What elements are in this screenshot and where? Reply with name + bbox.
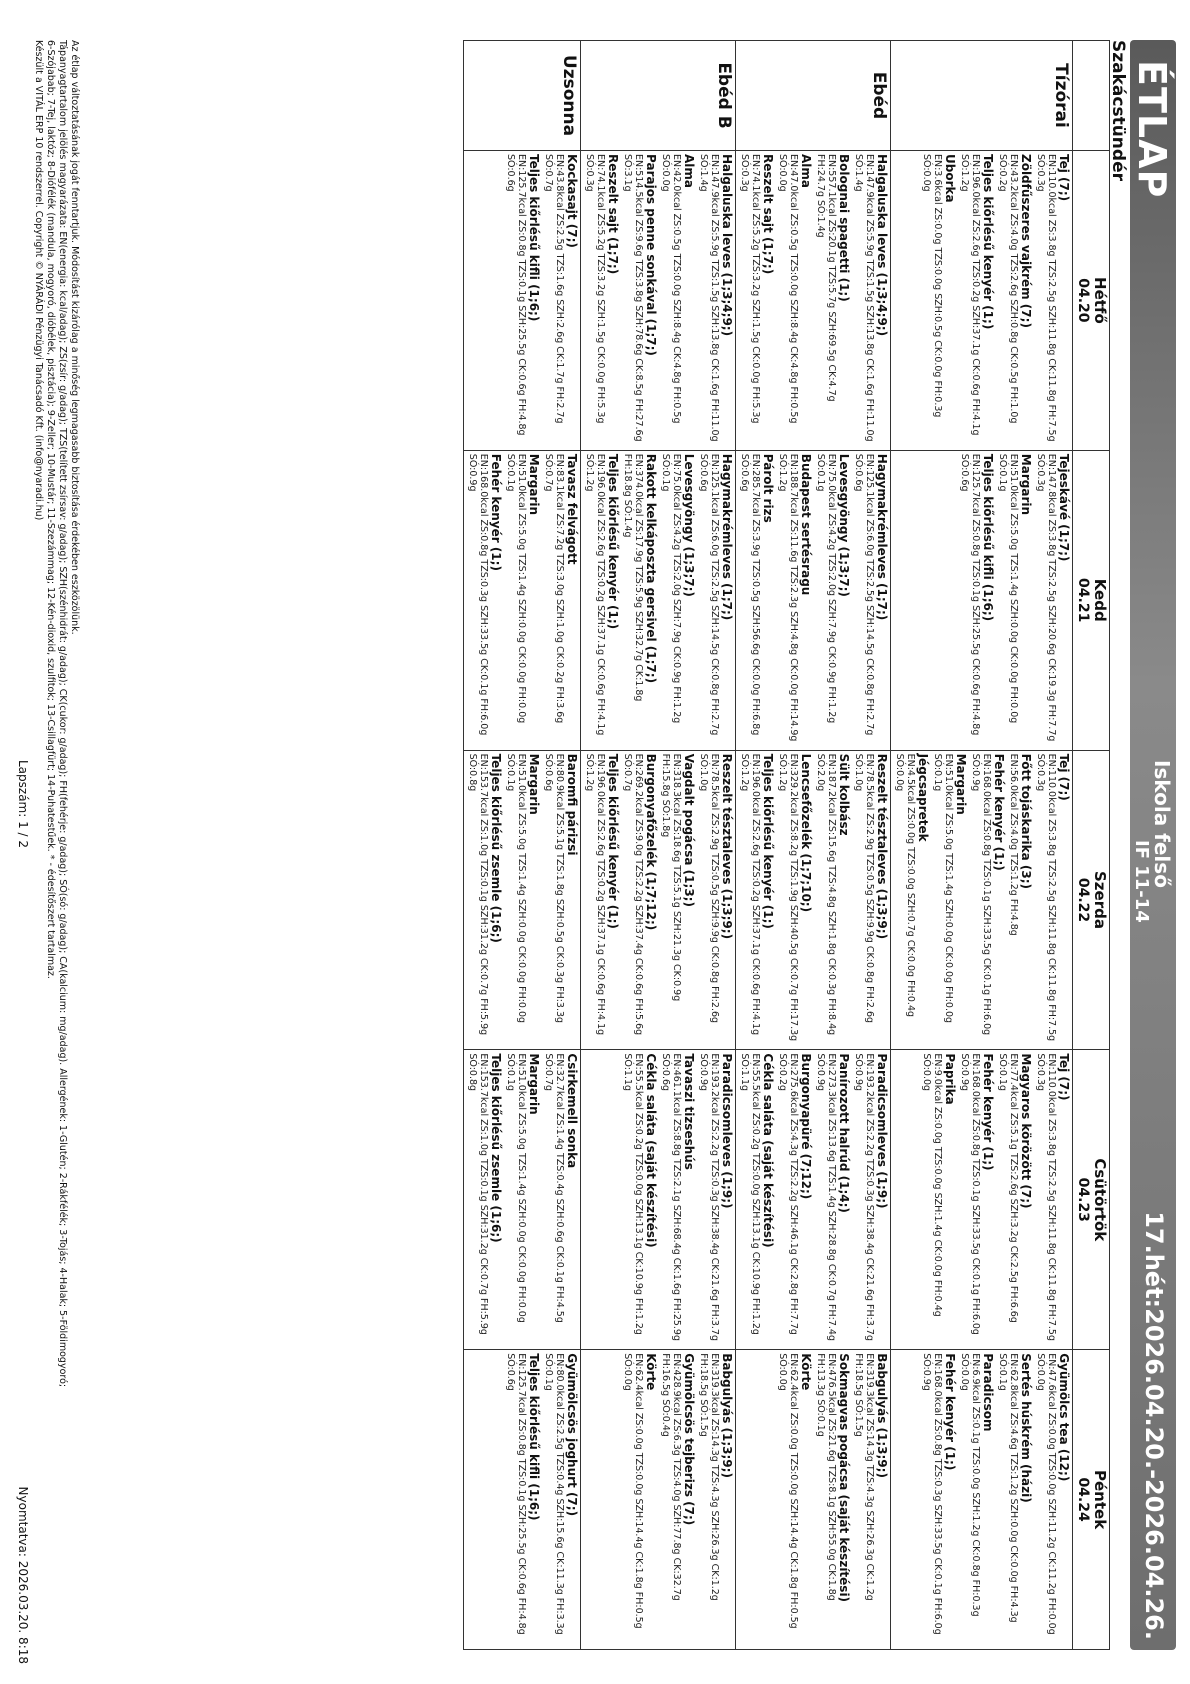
nutrition-info: EN:55.5kcal ZS:0.2g TZS:0.0g SZH:13.1g CK:10.9g FH:1.2g SÓ:1.1g [739, 1053, 761, 1335]
dish-name: Paradicsomleves (1;9;) [875, 1053, 889, 1209]
menu-table [463, 40, 1110, 1650]
day-date: 04.22 [1075, 877, 1091, 923]
dish [997, 154, 1033, 447]
menu-body [464, 41, 1073, 1650]
menu-cell [736, 450, 891, 750]
footer-line: Az étlap változtatásának jogát fenntartjuk. Módosítást kizárólag a minőség legmagasabb biztosítása érdekében eszközölünk. [69, 40, 80, 635]
dish-name: Teljes kiőrlésű zsemle (1;6;) [489, 1053, 503, 1243]
dish-name: Paprika [943, 1053, 957, 1105]
dish-name: Teljes kiőrlésű kenyér (1;) [606, 753, 620, 929]
dish-name: Tavaszi tizseshús [682, 1053, 696, 1170]
day-date: 04.21 [1075, 578, 1091, 623]
dish-name: Csirkemell sonka [565, 1053, 579, 1169]
dish [921, 1053, 957, 1346]
dish [660, 154, 696, 447]
dish [815, 154, 851, 447]
meal-row [464, 41, 581, 1650]
dish [1035, 754, 1071, 1047]
nutrition-info: EN:47.6kcal ZS:0.0g TZS:0.0g SZH:11.2g CK:11.2g FH:0.0g SÓ:0.0g [1035, 1353, 1057, 1635]
dish-name: Teljes kiőrlésű kifli (1;6;) [527, 1353, 541, 1521]
dish-name: Tej (7;) [1057, 1053, 1071, 1101]
nutrition-info: EN:285.7kcal ZS:3.9g TZS:0.5g SZH:56.6g CK:0.0g FH:6.8g SÓ:0.6g [739, 453, 761, 736]
dish [584, 754, 620, 1047]
dish [997, 1053, 1033, 1346]
footer-line: Tápanyagtartalom jelölés magyarázata: EN(energia: kcal/adag); ZS(zsír: g/adag); TZS(telített zsírsav: g/adag); SZH(szénhidrát: g/adag); CK(cukor: g/adag); FH(fehérje: g/adag); SÓ(só: g/adag); CA(kalcium: mg/adag). Allergének: 1-Glutén; 2-Rákfélék; 3-Tojás; 4-Halak; 5-Földimogyoró; [57, 40, 68, 1388]
dish-name: Margarin [527, 753, 541, 815]
dish [660, 754, 696, 1047]
nutrition-info: EN:269.2kcal ZS:9.0g TZS:2.2g SZH:37.4g CK:0.6g FH:5.6g SÓ:0.7g [622, 753, 644, 1036]
menu-cell [581, 750, 736, 1050]
nutrition-info: EN:75.0kcal ZS:4.2g TZS:2.0g SZH:7.9g CK:0.9g FH:1.2g SÓ:0.1g [815, 453, 837, 724]
dish [853, 1353, 889, 1646]
grade-label: IF 11-14 [1131, 840, 1152, 923]
dish-name: Reszelt tésztaleves (1;3;9;) [875, 753, 889, 940]
dish-name: Teljes kiőrlésű kenyér (1;) [981, 154, 995, 330]
nutrition-info: EN:110.0kcal ZS:3.8g TZS:2.5g SZH:11.8g CK:11.8g FH:7.5g SÓ:0.3g [1035, 1053, 1057, 1341]
school-name: Iskola felső [1150, 760, 1174, 888]
nutrition-info: EN:55.5kcal ZS:0.2g TZS:0.0g SZH:13.1g CK:10.9g FH:1.2g SÓ:1.1g [622, 1053, 644, 1335]
dish-name: Kockasajt (7;) [565, 154, 579, 248]
dish-name: Körte [644, 1353, 658, 1391]
nutrition-info: EN:78.5kcal ZS:2.9g TZS:0.5g SZH:9.9g CK:0.8g FH:2.6g SÓ:1.0g [698, 753, 720, 1024]
menu-cell [581, 450, 736, 750]
dish-name: Körte [799, 1353, 813, 1391]
dish [815, 1053, 851, 1346]
nutrition-info: EN:329.2kcal ZS:8.2g TZS:1.9g SZH:40.5g CK:0.7g FH:17.3g SÓ:1.2g [777, 753, 799, 1042]
dish-name: Reszelt sajt (1;7;) [761, 154, 775, 275]
nutrition-info: EN:110.0kcal ZS:3.8g TZS:2.5g SZH:11.8g CK:11.8g FH:7.5g SÓ:0.3g [1035, 753, 1057, 1042]
nutrition-info: EN:153.7kcal ZS:1.0g TZS:0.1g SZH:31.2g CK:0.7g FH:5.9g SÓ:0.8g [467, 1053, 489, 1335]
nutrition-info: EN:461.1kcal ZS:8.8g TZS:2.1g SZH:68.4g CK:1.6g FH:25.9g SÓ:0.6g [660, 1053, 682, 1341]
nutrition-info: EN:62.4kcal ZS:0.0g TZS:0.0g SZH:14.4g CK:1.8g FH:0.5g SÓ:0.0g [622, 1353, 644, 1629]
nutrition-info: EN:187.2kcal ZS:15.6g TZS:4.8g SZH:1.8g CK:0.3g FH:8.4g SÓ:2.0g [815, 753, 837, 1036]
day-header [1073, 151, 1110, 451]
dish [584, 454, 620, 747]
dish-name: Halgaluska leves (1;3;4;9;) [720, 154, 734, 337]
page-number: Lapszám: 1 / 2 [16, 760, 30, 849]
menu-cell [581, 1050, 736, 1350]
nutrition-info: EN:42.0kcal ZS:0.5g TZS:0.0g SZH:8.4g CK:4.8g FH:0.5g SÓ:0.0g [660, 154, 682, 424]
day-date: 04.23 [1075, 1177, 1091, 1222]
dish [622, 154, 658, 447]
nutrition-info: EN:273.3kcal ZS:13.6g TZS:1.4g SZH:28.8g CK:0.7g FH:7.4g SÓ:0.9g [815, 1053, 837, 1341]
day-name: Kedd [1091, 578, 1109, 622]
dish [777, 454, 813, 747]
dish-name: Jégcsapretek [916, 753, 930, 842]
dish [959, 1053, 995, 1346]
dish-name: Sokmagvas pogácsa (saját készítési) [837, 1353, 851, 1603]
dish-name: Margarin [527, 453, 541, 516]
dish [959, 154, 995, 447]
dish-name: Teljes kiőrlésű kifli (1;6;) [527, 154, 541, 322]
nutrition-info: EN:51.0kcal ZS:5.0g TZS:1.4g SZH:0.0g CK:0.0g FH:0.0g SÓ:0.1g [505, 753, 527, 1024]
dish [698, 1353, 734, 1646]
dish [777, 1053, 813, 1346]
dish [777, 1353, 813, 1646]
meal-label: Ebéd [736, 41, 891, 151]
menu-cell [891, 750, 1073, 1050]
nutrition-info: EN:47.0kcal ZS:0.5g TZS:0.0g SZH:8.4g CK:4.8g FH:0.5g SÓ:0.0g [777, 154, 799, 424]
dish-name: Margarin [527, 1053, 541, 1115]
nutrition-info: EN:110.0kcal ZS:3.8g TZS:2.5g SZH:11.8g CK:11.8g FH:7.5g SÓ:0.3g [1035, 154, 1057, 442]
dish-name: Tejeskávé (1;7;) [1057, 453, 1071, 562]
nutrition-info: EN:168.0kcal ZS:0.8g TZS:0.3g SZH:33.5g CK:0.1g FH:6.0g SÓ:0.9g [921, 1353, 943, 1635]
week-range: 17.hét:2026.04.20.-2026.04.26. [1140, 1211, 1168, 1640]
menu-cell [464, 450, 581, 750]
day-name: Hétfő [1091, 277, 1109, 324]
dish [997, 454, 1033, 747]
nutrition-info: EN:168.0kcal ZS:0.8g TZS:0.1g SZH:33.5g CK:0.1g FH:6.0g SÓ:0.9g [959, 1053, 981, 1335]
nutrition-info: EN:43.2kcal ZS:4.0g TZS:2.6g SZH:0.8g CK:0.5g FH:1.0g SÓ:0.2g [997, 154, 1019, 424]
nutrition-info: EN:51.0kcal ZS:5.0g TZS:1.4g SZH:0.0g CK:0.0g FH:0.0g SÓ:0.1g [505, 1053, 527, 1323]
dish [622, 754, 658, 1047]
dish-name: Tej (7;) [1057, 154, 1071, 202]
dish-name: Levesgyöngy (1;3;7;) [837, 453, 851, 597]
menu-cell [464, 1350, 581, 1650]
nutrition-info: EN:514.5kcal ZS:9.6g TZS:3.8g SZH:78.6g CK:8.5g FH:27.6g SÓ:3.1g [622, 154, 644, 442]
nutrition-info: EN:196.0kcal ZS:2.6g TZS:0.2g SZH:37.1g CK:0.6g FH:4.1g SÓ:1.2g [739, 753, 761, 1036]
day-header [1073, 750, 1110, 1050]
dish [698, 454, 734, 747]
dish-name: Cékla saláta (saját készítési) [761, 1053, 775, 1248]
day-header [1073, 1050, 1110, 1350]
dish [505, 1353, 541, 1646]
dish [815, 754, 851, 1047]
nutrition-info: EN:428.9kcal ZS:6.3g TZS:4.0g SZH:77.8g CK:32.7g FH:16.5g SÓ:0.4g [660, 1353, 682, 1601]
nutrition-info: EN:6.9kcal ZS:0.1g TZS:0.0g SZH:1.2g CK:0.8g FH:0.3g SÓ:0.0g [959, 1353, 981, 1617]
dish-name: Vagdalt pogácsa (1;3;) [682, 753, 696, 907]
dish [997, 1353, 1033, 1646]
day-header [1073, 1350, 1110, 1650]
corner-cell [1073, 41, 1110, 151]
dish [543, 454, 579, 747]
dish-name: Baromfi párizsi [565, 753, 579, 856]
nutrition-info: EN:51.0kcal ZS:5.0g TZS:1.4g SZH:0.0g CK:0.0g FH:0.0g SÓ:0.1g [997, 453, 1019, 724]
dish-name: Főtt tojáskarika (3;) [1019, 753, 1033, 890]
day-date: 04.20 [1075, 278, 1091, 323]
dish-name: Teljes kiőrlésű kenyér (1;) [761, 753, 775, 929]
nutrition-info: EN:83.1kcal ZS:7.2g TZS:3.0g SZH:1.0g CK:0.2g FH:3.6g SÓ:0.7g [543, 453, 565, 724]
dish [543, 154, 579, 447]
dish-name: Reszelt sajt (1;7;) [606, 154, 620, 275]
dish-name: Párolt rizs [761, 453, 775, 523]
meal-label: Tízórai [891, 41, 1073, 151]
nutrition-info: EN:147.8kcal ZS:3.8g TZS:2.5g SZH:20.6g CK:19.3g FH:7.7g SÓ:0.3g [1035, 453, 1057, 742]
dish-name: Zöldfűszeres vajkrém (7;) [1019, 154, 1033, 328]
dish [853, 154, 889, 447]
day-header [1073, 450, 1110, 750]
dish-name: Teljes kiőrlésű kenyér (1;) [606, 453, 620, 630]
nutrition-info: EN:125.7kcal ZS:0.8g TZS:0.1g SZH:25.5g CK:0.6g FH:4.8g SÓ:0.6g [505, 1353, 527, 1635]
nutrition-info: EN:153.7kcal ZS:1.0g TZS:0.1g SZH:31.2g CK:0.7g FH:5.9g SÓ:0.8g [467, 753, 489, 1036]
dish-name: Hagymakrémleves (1;7;) [720, 453, 734, 621]
nutrition-info: EN:168.0kcal ZS:0.8g TZS:0.1g SZH:33.5g CK:0.1g FH:6.0g SÓ:0.9g [970, 753, 992, 1036]
nutrition-info: EN:125.1kcal ZS:6.0g TZS:2.5g SZH:14.5g CK:0.8g FH:2.7g SÓ:0.6g [698, 453, 720, 736]
dish-name: Fehér kenyér (1;) [489, 453, 503, 571]
dish-name: Gyümölcsös tejberizs (7;) [682, 1353, 696, 1526]
dish [739, 454, 775, 747]
dish [660, 1053, 696, 1346]
dish-name: Teljes kiőrlésű zsemle (1;6;) [489, 753, 503, 943]
menu-cell [464, 1050, 581, 1350]
dish [467, 454, 503, 747]
kitchen-name: Szakácstündér [1108, 40, 1128, 181]
dish-name: Gyümölcs tea (12;) [1057, 1353, 1071, 1482]
dish [622, 1053, 658, 1346]
dish-name: Gyümölcsös joghurt (7;) [565, 1353, 579, 1517]
dish-name: Sült kolbász [837, 753, 851, 836]
nutrition-info: EN:196.0kcal ZS:2.6g TZS:0.2g SZH:37.1g CK:0.6g FH:4.1g SÓ:1.2g [959, 154, 981, 436]
dish [921, 154, 957, 447]
nutrition-info: EN:9.0kcal ZS:0.0g TZS:0.0g SZH:1.4g CK:0.0g FH:0.4g SÓ:0.0g [921, 1053, 943, 1317]
nutrition-info: EN:188.7kcal ZS:11.6g TZS:2.3g SZH:4.8g CK:0.0g FH:14.9g SÓ:1.2g [777, 453, 799, 742]
dish [739, 154, 775, 447]
dish [622, 454, 658, 747]
nutrition-info: EN:168.0kcal ZS:0.8g TZS:0.3g SZH:33.5g CK:0.1g FH:6.0g SÓ:0.9g [467, 453, 489, 736]
dish [543, 754, 579, 1047]
dish [921, 1353, 957, 1646]
dish [739, 754, 775, 1047]
meal-label: Uzsonna [464, 41, 581, 151]
menu-header [1130, 40, 1176, 1650]
menu-cell [891, 450, 1073, 750]
nutrition-info: EN:32.7kcal ZS:1.4g TZS:0.4g SZH:0.6g CK:0.1g FH:4.5g SÓ:0.7g [543, 1053, 565, 1323]
dish-name: Babgulyás (1;3;9;) [875, 1353, 889, 1478]
dish [932, 754, 968, 1047]
menu-cell [891, 1050, 1073, 1350]
dish-name: Sertés húskrém (házi) [1019, 1353, 1033, 1503]
menu-cell [736, 750, 891, 1050]
nutrition-info: EN:147.9kcal ZS:5.9g TZS:1.5g SZH:13.8g CK:1.6g FH:11.0g SÓ:1.4g [698, 154, 720, 442]
dish-name: Magyaros körözött (7;) [1019, 1053, 1033, 1209]
nutrition-info: EN:125.7kcal ZS:0.8g TZS:0.1g SZH:25.5g CK:0.6g FH:4.8g SÓ:0.6g [959, 453, 981, 736]
menu-cell [891, 151, 1073, 451]
dish [853, 1053, 889, 1346]
meal-row [891, 41, 1073, 1650]
dish-name: Babgulyás (1;3;9;) [720, 1353, 734, 1478]
dish [543, 1053, 579, 1346]
dish-name: Budapest sertésragu [799, 453, 813, 596]
day-date: 04.24 [1075, 1477, 1091, 1522]
dish [739, 1053, 775, 1346]
dish [777, 154, 813, 447]
dish-name: Tavasz felvágott [565, 453, 579, 565]
dish [505, 754, 541, 1047]
dish [467, 754, 503, 1047]
nutrition-info: EN:193.2kcal ZS:2.2g TZS:0.3g SZH:38.4g CK:21.6g FH:3.7g SÓ:0.9g [853, 1053, 875, 1341]
dish [1008, 754, 1033, 1047]
nutrition-info: EN:62.8kcal ZS:4.6g TZS:1.2g SZH:0.0g CK:0.0g FH:4.3g SÓ:0.1g [997, 1353, 1019, 1623]
dish [894, 754, 930, 1047]
dish [815, 1353, 851, 1646]
dish [1035, 154, 1071, 447]
nutrition-info: EN:125.1kcal ZS:6.0g TZS:2.5g SZH:14.5g CK:0.8g FH:2.7g SÓ:0.6g [853, 453, 875, 736]
meal-row [736, 41, 891, 1650]
menu-cell [736, 151, 891, 451]
menu-cell [464, 750, 581, 1050]
dish [467, 1053, 503, 1346]
nutrition-info: EN:51.0kcal ZS:5.0g TZS:1.4g SZH:0.0g CK:0.0g FH:0.0g SÓ:0.1g [505, 453, 527, 724]
meal-row [581, 41, 736, 1650]
dish-name: Halgaluska leves (1;3;4;9;) [875, 154, 889, 337]
nutrition-info: EN:196.0kcal ZS:2.6g TZS:0.2g SZH:37.1g CK:0.6g FH:4.1g SÓ:1.2g [584, 753, 606, 1036]
nutrition-info: EN:275.6kcal ZS:4.3g TZS:2.2g SZH:46.1g CK:2.8g FH:7.7g SÓ:0.2g [777, 1053, 799, 1335]
nutrition-info: EN:51.0kcal ZS:5.0g TZS:1.4g SZH:0.0g CK:0.0g FH:0.0g SÓ:0.1g [932, 753, 954, 1024]
page-title: ÉTLAP [1130, 60, 1174, 199]
dish-name: Rakott kelkáposzta gersivel (1;7;) [644, 453, 658, 684]
dish-name: Paradicsom [981, 1353, 995, 1432]
dish-name: Uborka [943, 154, 957, 203]
nutrition-info: EN:374.0kcal ZS:17.9g TZS:5.9g SZH:32.7g CK:1.8g FH:18.8g SÓ:1.4g [622, 453, 644, 702]
dish [505, 1053, 541, 1346]
menu-cell [581, 1350, 736, 1650]
meal-label: Ebéd B [581, 41, 736, 151]
dish-name: Fehér kenyér (1;) [943, 1353, 957, 1471]
nutrition-info: EN:476.5kcal ZS:21.6g TZS:8.1g SZH:55.0g CK:1.8g FH:13.3g SÓ:0.1g [815, 1353, 837, 1601]
dish [660, 454, 696, 747]
nutrition-info: EN:147.9kcal ZS:5.9g TZS:1.5g SZH:13.8g CK:1.6g FH:11.0g SÓ:1.4g [853, 154, 875, 442]
day-name: Szerda [1091, 871, 1109, 929]
dish-name: Hagymakrémleves (1;7;) [875, 453, 889, 621]
dish [959, 1353, 995, 1646]
dish-name: Levesgyöngy (1;3;7;) [682, 453, 696, 597]
day-header-row [1073, 41, 1110, 1650]
dish-name: Reszelt tésztaleves (1;3;9;) [720, 753, 734, 940]
dish-name: Burgonyapüré (7;12;) [799, 1053, 813, 1200]
dish [959, 454, 995, 747]
nutrition-info: EN:62.4kcal ZS:0.0g TZS:0.0g SZH:14.4g CK:1.8g FH:0.5g SÓ:0.0g [777, 1353, 799, 1629]
dish [815, 454, 851, 747]
dish [777, 754, 813, 1047]
dish [853, 754, 889, 1047]
dish-name: Paradicsomleves (1;9;) [720, 1053, 734, 1209]
dish-name: Tej (7;) [1057, 753, 1071, 801]
dish-name: Panírozott halrúd (1;4;) [837, 1053, 851, 1213]
footer-line: 6-Szójabab; 7-Tej, laktóz; 8-Diófélék (mandula, mogyoró, dióbélek, pisztácia); 9-Zeller; 10-Mustár; 11-Szezámmag; 12-Kén-dioxid, szulfitok; 13-Csillagfürt; 14-Puhatestűek. * - édesítőszert tartalmaz. [45, 40, 56, 979]
dish-name: Burgonyafőzelék (1;7;12;) [644, 753, 658, 931]
dish-name: Cékla saláta (saját készítési) [644, 1053, 658, 1248]
nutrition-info: EN:557.1kcal ZS:20.1g TZS:5.7g SZH:69.5g CK:4.7g FH:24.7g SÓ:1.4g [815, 154, 837, 402]
nutrition-info: EN:193.2kcal ZS:2.2g TZS:0.3g SZH:38.4g CK:21.6g FH:3.7g SÓ:0.9g [698, 1053, 720, 1341]
dish-name: Fehér kenyér (1;) [992, 753, 1006, 871]
dish-name: Bolognai spagetti (1;) [837, 154, 851, 302]
dish [660, 1353, 696, 1646]
dish [622, 1353, 658, 1646]
dish [1035, 1053, 1071, 1346]
dish [584, 154, 620, 447]
nutrition-info: EN:75.0kcal ZS:4.2g TZS:2.0g SZH:7.9g CK:0.9g FH:1.2g SÓ:0.1g [660, 453, 682, 724]
dish-name: Alma [682, 154, 696, 189]
menu-cell [891, 1350, 1073, 1650]
nutrition-info: EN:56.0kcal ZS:4.0g TZS:1.2g FH:4.8g [1008, 753, 1019, 936]
nutrition-info: EN:43.8kcal ZS:2.5g TZS:1.6g SZH:2.6g CK:1.7g FH:2.7g SÓ:0.7g [543, 154, 565, 424]
nutrition-info: EN:74.1kcal ZS:5.2g TZS:3.2g SZH:1.5g CK:0.0g FH:5.3g SÓ:0.3g [584, 154, 606, 424]
menu-cell [464, 151, 581, 451]
footer-line: Készült a VITÁL ERP 10 rendszerrel. Copyright © NYÁRÁDI Pénzügyi Tanácsadó Kft. (info@nyaradi.hu) [33, 40, 44, 521]
nutrition-info: EN:78.5kcal ZS:2.9g TZS:0.5g SZH:9.9g CK:0.8g FH:2.6g SÓ:1.0g [853, 753, 875, 1024]
dish [698, 1053, 734, 1346]
dish-name: Margarin [1019, 453, 1033, 516]
dish [505, 154, 541, 447]
day-name: Csütörtök [1091, 1158, 1109, 1242]
dish-name: Margarin [954, 753, 968, 815]
menu-cell [581, 151, 736, 451]
nutrition-info: EN:80.9kcal ZS:5.1g TZS:1.8g SZH:0.5g CK:0.3g FH:3.3g SÓ:0.6g [543, 753, 565, 1024]
dish [970, 754, 1006, 1047]
dish-name: Alma [799, 154, 813, 189]
nutrition-info: EN:196.0kcal ZS:2.6g TZS:0.2g SZH:37.1g CK:0.6g FH:4.1g SÓ:1.2g [584, 453, 606, 736]
dish [505, 454, 541, 747]
dish [543, 1353, 579, 1646]
menu-cell [736, 1050, 891, 1350]
menu-cell [736, 1350, 891, 1650]
dish [1035, 454, 1071, 747]
nutrition-info: EN:74.1kcal ZS:5.2g TZS:3.2g SZH:1.5g CK:0.0g FH:5.3g SÓ:0.3g [739, 154, 761, 424]
print-date: Nyomtatva: 2026.03.20. 8:18 [16, 1486, 30, 1664]
footer-notes [32, 40, 80, 1650]
nutrition-info: EN:125.7kcal ZS:0.8g TZS:0.1g SZH:25.5g CK:0.6g FH:4.8g SÓ:0.6g [505, 154, 527, 436]
day-name: Péntek [1091, 1470, 1109, 1530]
dish [853, 454, 889, 747]
dish [698, 154, 734, 447]
nutrition-info: EN:319.3kcal ZS:14.3g TZS:4.3g SZH:26.3g CK:1.2g FH:18.5g SÓ:1.5g [698, 1353, 720, 1601]
nutrition-info: EN:4.5kcal ZS:0.0g TZS:0.0g SZH:0.7g CK:0.0g FH:0.4g SÓ:0.0g [894, 753, 916, 1018]
nutrition-info: EN:80.0kcal ZS:2.5g TZS:0.4g SZH:15.6g CK:11.3g FH:3.3g SÓ:0.1g [543, 1353, 565, 1635]
nutrition-info: EN:318.3kcal ZS:18.6g TZS:5.1g SZH:21.3g CK:0.9g FH:15.8g SÓ:1.8g [660, 753, 682, 1002]
dish [698, 754, 734, 1047]
dish-name: Fehér kenyér (1;) [981, 1053, 995, 1171]
nutrition-info: EN:319.3kcal ZS:14.3g TZS:4.3g SZH:26.3g CK:1.2g FH:18.5g SÓ:1.5g [853, 1353, 875, 1601]
dish-name: Teljes kiőrlésű kifli (1;6;) [981, 453, 995, 622]
dish-name: Parajos penne sonkával (1;7;) [644, 154, 658, 356]
nutrition-info: EN:3.6kcal ZS:0.0g TZS:0.0g SZH:0.5g CK:0.0g FH:0.3g SÓ:0.0g [921, 154, 943, 418]
dish-name: Lencsefőzelék (1;7;10;) [799, 753, 813, 913]
nutrition-info: EN:77.4kcal ZS:5.1g TZS:2.6g SZH:3.2g CK:2.5g FH:6.6g SÓ:0.1g [997, 1053, 1019, 1323]
dish [1035, 1353, 1071, 1646]
